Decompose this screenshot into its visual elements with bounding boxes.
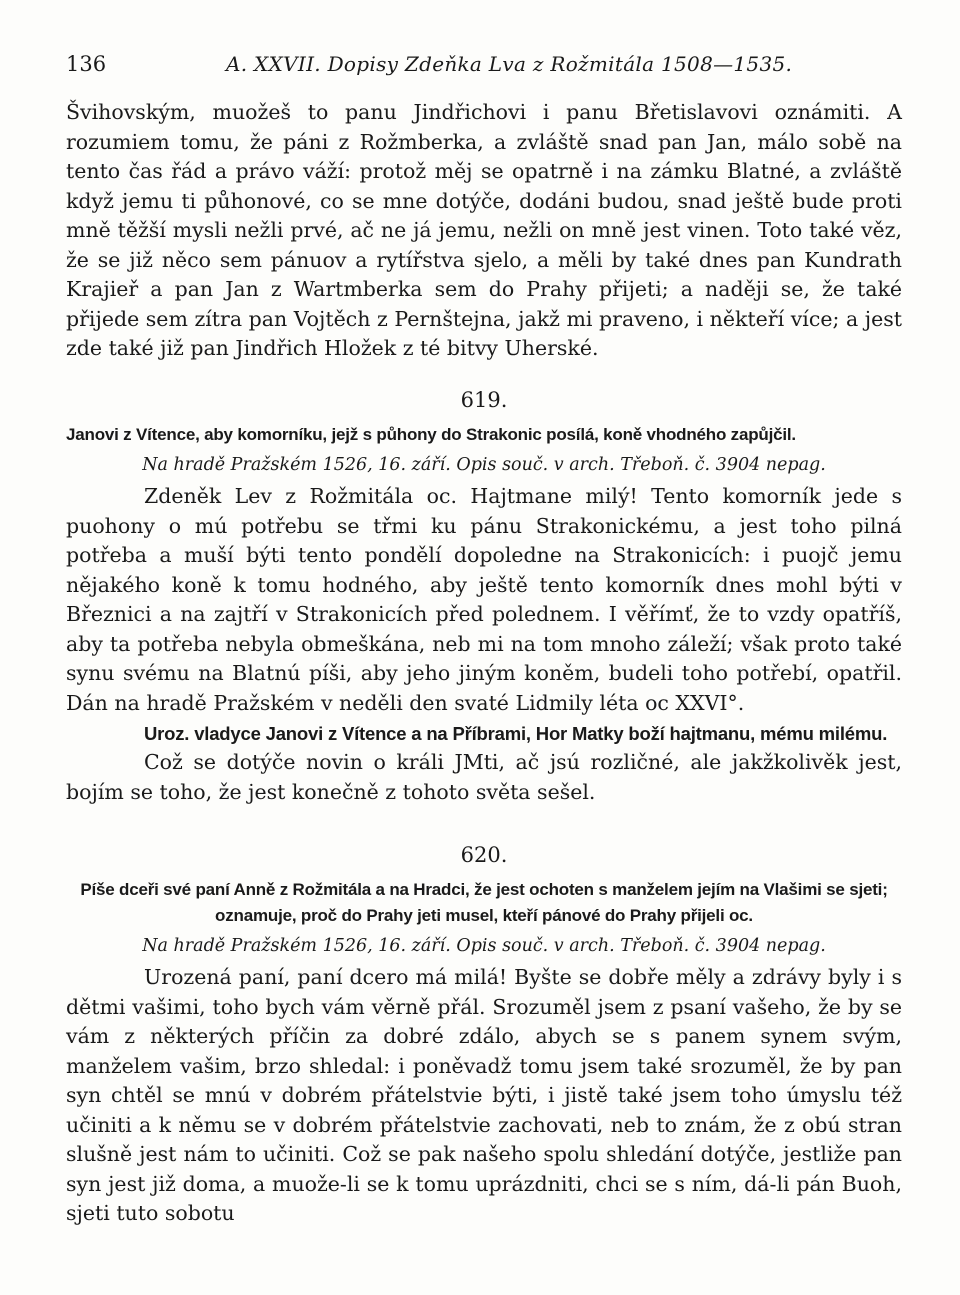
page-header [66,52,906,82]
letter-address: Uroz. vladyce Janovi z Vítence a na Příbrami, Hor Matky boží hajtmanu, mému milému. [144,723,888,744]
letter-620 [66,843,902,1229]
continuation-paragraph: Švihovským, muožeš to panu Jindřichovi i panu Břetislavovi oznámiti. A rozumiem tomu, že páni z Rožmberka, a zvláště snad pan Jan, málo sobě na tento čas řád a právo váží: protož měj se opatrně i na zámku Blatné, a zvláště když jemu ti půhonové, co se mne dotýče, dodáni budou, snad ještě bude proti mně těžší mysli nežli prvé, ač ne já jemu, nežli on mně jest vinen. Toto také věz, že se již něco sem pánuov a rytířstva sjelo, a měli by také dnes pan Kundrath Krajieř a pan Jan z Wartmberka sem do Prahy přijeti; a naději se, že také přijede sem zítra pan Vojtěch z Pernštejna, jakž mi praveno, i někteří více; a jest zde také již pan Jindřich Hložek z té bitvy Uherské. [66,100,902,360]
letter-body: Zdeněk Lev z Rožmitála oc. Hajtmane milý! Tento komorník jede s puohony o mú potřebu se třmi ku pánu Strakonickému, a jest toho pilná potřeba a muší býti tento pondělí dopoledne na Strakonicích: i puojč jemu nějakého koně k tomu hodného, aby ještě tento komorník dnes mohl býti v Březnici a na zajtří v Strakonicích před polednem. I věřímť, že to vzdy opatříš, aby ta potřeba nebyla obmeškána, neb mi na tom mnoho záleží; však proto také synu svému na Blatnú píši, aby jeho jiným koněm, budeli toho potřebí, opatřil. Dán na hradě Pražském v neděli den svaté Lidmily léta oc XXVI°. [66,484,902,715]
letter-number: 619. [460,388,508,412]
letter-postscript: Což se dotýče novin o králi JMti, ač jsú rozličné, ale jakžkolivěk jest, bojím se toho, že jest konečně z tohoto světa sešel. [66,750,902,804]
letter-summary: Píše dceři své paní Anně z Rožmitála a na Hradci, že jest ochoten s manželem jejím na Vlašimi se sjeti; oznamuje, proč do Prahy jeti musel, kteří pánové do Prahy přijeli oc. [80,880,888,925]
letter-summary: Janovi z Vítence, aby komorníku, jejž s půhony do Strakonic posílá, koně vhodného zapůjčil. [66,425,796,444]
letter-619 [66,388,902,807]
letter-source: Na hradě Pražském 1526, 16. září. Opis souč. v arch. Třeboň. č. 3904 nepag. [142,936,826,956]
letter-source: Na hradě Pražském 1526, 16. září. Opis souč. v arch. Třeboň. č. 3904 nepag. [142,455,826,475]
page-number: 136 [66,52,107,76]
running-title: A. XXVII. Dopisy Zdeňka Lva z Rožmitála 1508—1535. [226,52,793,76]
letter-number: 620. [460,843,508,867]
letter-body: Urozená paní, paní dcero má milá! Byšte se dobře měly a zdrávy byly i s dětmi vašimi, toho bych vám věrně přál. Srozuměl jsem z psaní vašeho, že by se vám z některých příčin za dobré zdálo, abych se s panem synem svým, manželem vašim, brzo shledal: i poněvadž tomu jsem také srozuměl, že by pan syn chtěl se mnú v dobrém přátelstvie býti, i jistě také jsem toho úmyslu též učiniti a k němu se v dobrém přátelstvie zachovati, neb to znám, že z obú stran slušně jest nám to učiniti. Což se pak našeho spolu shledání dotýče, jestliže pan syn jest již doma, a muože-li se k tomu uprázdniti, chci se s ním, dá-li pán Buoh, sjeti tuto sobotu [66,965,902,1225]
continuation-block [66,98,902,364]
